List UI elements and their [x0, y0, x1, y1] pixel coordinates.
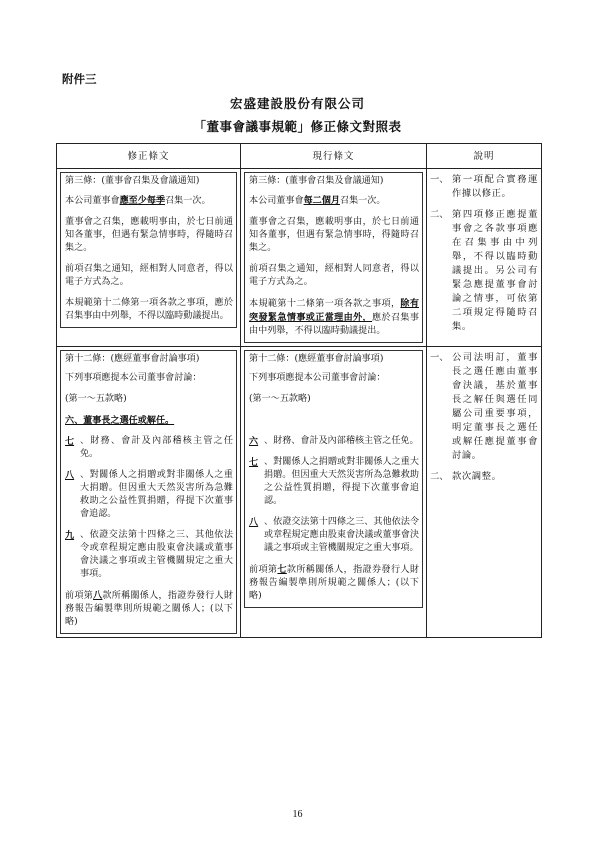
note-text: 第一項配合實務運作據以修正。	[452, 174, 538, 199]
item-text: 、對關係人之捐贈或對非關係人之重大捐贈。但因重大天然災害所為急難救助之公益性質捐贈，得提下次董事會追認。	[264, 457, 419, 506]
text-span: 款所稱關係人，指證券發行人財務報告編製準則所規範之關係人；(以下略)	[65, 591, 233, 627]
spacer	[249, 414, 419, 427]
item-number: 八	[65, 470, 75, 481]
note-text: 第四項修正應提董事會之各款事項應在召集事由中列舉，不得以臨時動議提出。另公司有緊急應提董事會討論之情事，可依第二項規定得隨時召集。	[452, 209, 538, 332]
paragraph: 下列事項應提本公司董事會討論：	[65, 373, 202, 383]
paragraph	[249, 194, 419, 208]
item-number: 九	[65, 530, 75, 541]
omitted-items: (第一～五款略)	[65, 394, 127, 404]
highlighted-text: 七	[277, 564, 287, 575]
page-number: 16	[292, 809, 303, 820]
item-number: 六	[249, 436, 259, 447]
amended-cell	[57, 347, 241, 638]
item-text: 、財務、會計及內部稽核主管之任免。	[264, 436, 419, 446]
new-item: 六、董事長之選任或解任。	[65, 415, 175, 426]
list-item	[65, 435, 233, 461]
note-text: 公司法明訂，董事長之選任應由董事會決議，基於董事長之解任與選任同屬公司重要事項，明定董事長之選任或解任應提董事會討論。	[452, 352, 538, 461]
article-title: 第十二條：(應經董事會討論事項)	[65, 354, 200, 364]
paragraph	[249, 563, 419, 603]
paragraph: 本規範第十二條第一項各款之事項，應於召集事由中列舉，不得以臨時動議提出。	[65, 298, 233, 321]
text-span: 應於召集事由中列舉，不得以臨時動議提出。	[249, 313, 419, 336]
paragraph	[249, 297, 419, 338]
text-span: 本公司董事會	[249, 196, 304, 206]
note-item	[430, 173, 538, 201]
note-item	[430, 351, 538, 463]
note-number: 一、	[430, 352, 449, 363]
amended-text: 應至少每季	[119, 195, 166, 206]
text-span: 本公司董事會	[65, 196, 120, 206]
item-text: 、依證交法第十四條之三、其他依法令或章程規定應由股東會決議或董事會決議之事項或主管機關規定之重大事項。	[264, 517, 419, 553]
attachment-label: 附件三	[62, 72, 97, 86]
list-item	[249, 516, 419, 555]
header-amended: 修正條文	[57, 144, 241, 169]
table-row	[57, 169, 542, 347]
item-text: 、依證交法第十四條之三、其他依法令或章程規定應由股東會決議或董事會決議之事項或主管機關規定之重大事項。	[80, 530, 233, 579]
text-span: 本規範第十二條第一項各款之事項，	[249, 299, 401, 309]
note-text: 款次調整。	[452, 471, 502, 482]
notes-cell	[427, 169, 542, 347]
table-row	[57, 347, 542, 638]
note-number: 一、	[430, 174, 449, 185]
paragraph	[65, 194, 233, 208]
text-span: 前項第	[65, 591, 94, 601]
table-header-row	[57, 144, 542, 169]
paragraph	[65, 589, 233, 629]
list-item	[249, 435, 419, 448]
notes-cell	[427, 347, 542, 638]
list-item	[249, 456, 419, 508]
item-number: 七	[65, 436, 75, 447]
text-span: 召集一次。	[165, 196, 211, 206]
paragraph: 下列事項應提本公司董事會討論：	[249, 373, 386, 383]
highlighted-text: 每二個月	[303, 195, 340, 206]
note-item	[430, 470, 538, 484]
comparison-table	[56, 143, 542, 638]
list-item	[65, 529, 233, 581]
note-number: 二、	[430, 209, 449, 220]
article-title: 第三條：(董事會召集及會議通知)	[249, 176, 384, 186]
paragraph: 前項召集之通知，經相對人同意者，得以電子方式為之。	[65, 264, 233, 287]
amended-text: 八	[93, 590, 103, 601]
item-number: 八	[249, 517, 259, 528]
current-cell	[241, 347, 427, 638]
article-title: 第十二條：(應經董事會討論事項)	[249, 354, 384, 364]
text-span: 款所稱關係人，指證券發行人財務報告編製準則所規範之關係人；(以下略)	[249, 565, 419, 601]
highlighted-text: 除有突發緊急情事或正當理由外，	[249, 298, 419, 323]
document-title: 「董事會議事規範」修正條文對照表	[193, 119, 402, 134]
amended-cell	[57, 169, 241, 347]
omitted-items: (第一～五款略)	[249, 394, 311, 404]
article-title: 第三條：(董事會召集及會議通知)	[65, 176, 200, 186]
item-text: 、對關係人之捐贈或對非關係人之重大捐贈。但因重大天然災害所為急難救助之公益性質捐贈，得提下次董事會追認。	[80, 470, 233, 519]
list-item	[65, 469, 233, 521]
header-notes: 說明	[427, 144, 542, 169]
note-number: 二、	[430, 471, 449, 482]
paragraph: 董事會之召集，應載明事由，於七日前通知各董事，但遇有緊急情事時，得隨時召集之。	[65, 217, 233, 253]
company-name: 宏盛建設股份有限公司	[229, 96, 365, 111]
text-span: 召集一次。	[339, 196, 386, 206]
item-text: 、財務、會計及內部稽核主管之任免。	[80, 436, 233, 459]
paragraph: 前項召集之通知，經相對人同意者，得以電子方式為之。	[249, 264, 419, 287]
text-span: 前項第	[249, 565, 278, 575]
current-cell	[241, 169, 427, 347]
paragraph: 董事會之召集，應載明事由，於七日前通知各董事，但遇有緊急情事時，得隨時召集之。	[249, 217, 419, 253]
header-current: 現行條文	[241, 144, 427, 169]
note-item	[430, 208, 538, 334]
item-number: 七	[249, 457, 259, 468]
